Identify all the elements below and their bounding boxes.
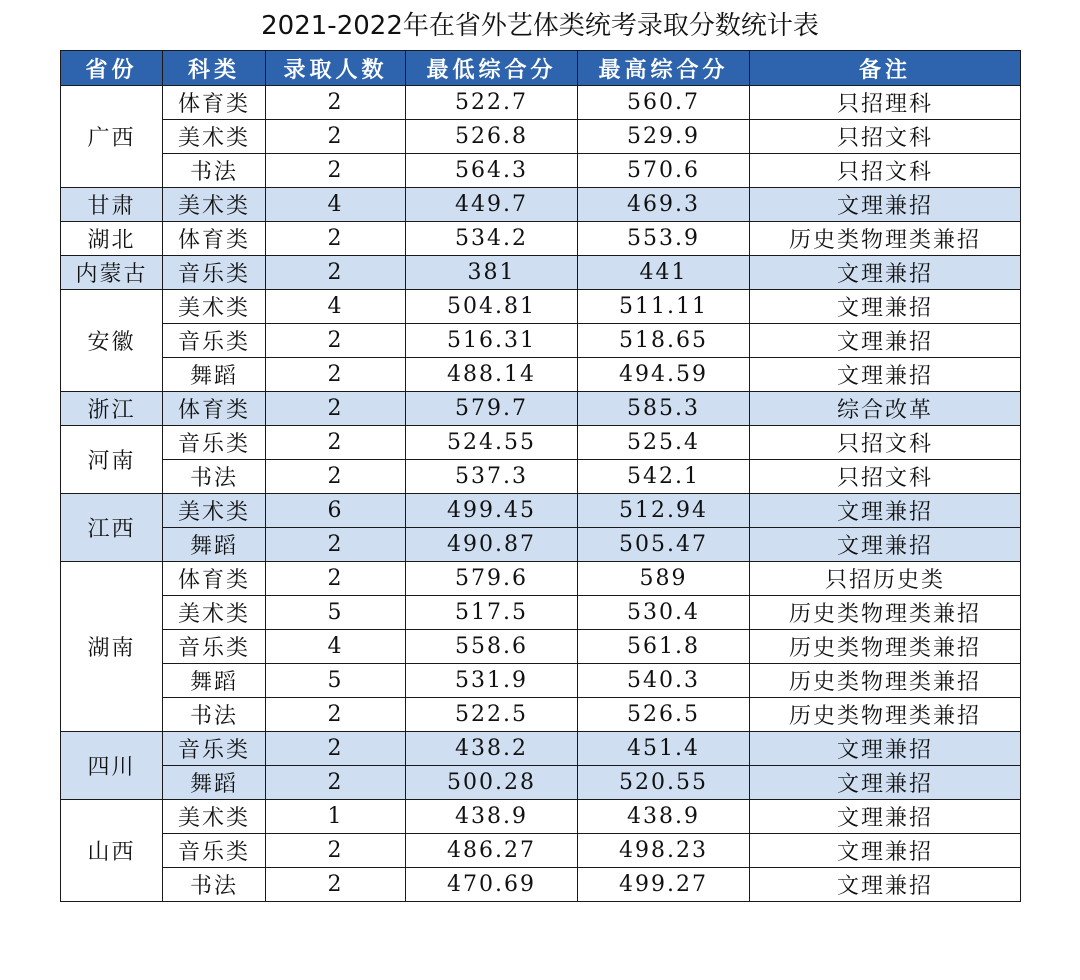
note-cell: 文理兼招 bbox=[750, 290, 1021, 324]
note-cell: 文理兼招 bbox=[750, 324, 1021, 358]
min-score-cell: 579.6 bbox=[406, 562, 578, 596]
max-score-cell: 438.9 bbox=[578, 800, 750, 834]
admitted-cell: 2 bbox=[266, 426, 406, 460]
header-note: 备注 bbox=[750, 51, 1021, 86]
note-cell: 文理兼招 bbox=[750, 868, 1021, 902]
min-score-cell: 522.7 bbox=[406, 86, 578, 120]
province-cell: 浙江 bbox=[61, 392, 163, 426]
category-cell: 美术类 bbox=[163, 494, 266, 528]
min-score-cell: 526.8 bbox=[406, 120, 578, 154]
header-max-score: 最高综合分 bbox=[578, 51, 750, 86]
table-row bbox=[61, 698, 1021, 732]
province-cell: 安徽 bbox=[61, 290, 163, 392]
max-score-cell: 553.9 bbox=[578, 222, 750, 256]
province-cell: 湖北 bbox=[61, 222, 163, 256]
category-cell: 书法 bbox=[163, 154, 266, 188]
category-cell: 美术类 bbox=[163, 188, 266, 222]
admitted-cell: 2 bbox=[266, 732, 406, 766]
max-score-cell: 494.59 bbox=[578, 358, 750, 392]
admitted-cell: 2 bbox=[266, 154, 406, 188]
table-row bbox=[61, 154, 1021, 188]
max-score-cell: 520.55 bbox=[578, 766, 750, 800]
max-score-cell: 542.1 bbox=[578, 460, 750, 494]
admitted-cell: 5 bbox=[266, 664, 406, 698]
province-cell: 内蒙古 bbox=[61, 256, 163, 290]
note-cell: 只招文科 bbox=[750, 154, 1021, 188]
header-row bbox=[61, 51, 1021, 86]
category-cell: 音乐类 bbox=[163, 426, 266, 460]
admitted-cell: 2 bbox=[266, 528, 406, 562]
admitted-cell: 4 bbox=[266, 188, 406, 222]
category-cell: 音乐类 bbox=[163, 324, 266, 358]
admitted-cell: 2 bbox=[266, 834, 406, 868]
admitted-cell: 2 bbox=[266, 562, 406, 596]
category-cell: 美术类 bbox=[163, 290, 266, 324]
province-cell: 湖南 bbox=[61, 562, 163, 732]
admitted-cell: 2 bbox=[266, 766, 406, 800]
max-score-cell: 518.65 bbox=[578, 324, 750, 358]
table-row bbox=[61, 324, 1021, 358]
category-cell: 美术类 bbox=[163, 800, 266, 834]
category-cell: 音乐类 bbox=[163, 256, 266, 290]
note-cell: 文理兼招 bbox=[750, 766, 1021, 800]
note-cell: 只招文科 bbox=[750, 460, 1021, 494]
admitted-cell: 4 bbox=[266, 290, 406, 324]
category-cell: 体育类 bbox=[163, 392, 266, 426]
max-score-cell: 589 bbox=[578, 562, 750, 596]
note-cell: 文理兼招 bbox=[750, 800, 1021, 834]
score-table bbox=[60, 50, 1021, 902]
admitted-cell: 2 bbox=[266, 86, 406, 120]
table-row bbox=[61, 256, 1021, 290]
table-row bbox=[61, 732, 1021, 766]
min-score-cell: 531.9 bbox=[406, 664, 578, 698]
admitted-cell: 2 bbox=[266, 392, 406, 426]
category-cell: 舞蹈 bbox=[163, 766, 266, 800]
admitted-cell: 2 bbox=[266, 868, 406, 902]
max-score-cell: 561.8 bbox=[578, 630, 750, 664]
min-score-cell: 517.5 bbox=[406, 596, 578, 630]
note-cell: 历史类物理类兼招 bbox=[750, 222, 1021, 256]
category-cell: 舞蹈 bbox=[163, 358, 266, 392]
admitted-cell: 2 bbox=[266, 120, 406, 154]
note-cell: 文理兼招 bbox=[750, 834, 1021, 868]
header-province: 省份 bbox=[61, 51, 163, 86]
min-score-cell: 524.55 bbox=[406, 426, 578, 460]
min-score-cell: 558.6 bbox=[406, 630, 578, 664]
province-cell: 甘肃 bbox=[61, 188, 163, 222]
note-cell: 只招文科 bbox=[750, 426, 1021, 460]
category-cell: 音乐类 bbox=[163, 732, 266, 766]
province-cell: 河南 bbox=[61, 426, 163, 494]
province-cell: 江西 bbox=[61, 494, 163, 562]
min-score-cell: 438.2 bbox=[406, 732, 578, 766]
table-body bbox=[61, 86, 1021, 902]
table-row bbox=[61, 494, 1021, 528]
category-cell: 美术类 bbox=[163, 596, 266, 630]
note-cell: 历史类物理类兼招 bbox=[750, 596, 1021, 630]
category-cell: 舞蹈 bbox=[163, 664, 266, 698]
admitted-cell: 5 bbox=[266, 596, 406, 630]
category-cell: 舞蹈 bbox=[163, 528, 266, 562]
min-score-cell: 564.3 bbox=[406, 154, 578, 188]
note-cell: 历史类物理类兼招 bbox=[750, 698, 1021, 732]
max-score-cell: 570.6 bbox=[578, 154, 750, 188]
category-cell: 体育类 bbox=[163, 222, 266, 256]
admitted-cell: 2 bbox=[266, 460, 406, 494]
category-cell: 书法 bbox=[163, 460, 266, 494]
min-score-cell: 516.31 bbox=[406, 324, 578, 358]
min-score-cell: 579.7 bbox=[406, 392, 578, 426]
min-score-cell: 500.28 bbox=[406, 766, 578, 800]
category-cell: 音乐类 bbox=[163, 630, 266, 664]
table-row bbox=[61, 188, 1021, 222]
note-cell: 文理兼招 bbox=[750, 358, 1021, 392]
table-row bbox=[61, 290, 1021, 324]
table-row bbox=[61, 562, 1021, 596]
min-score-cell: 381 bbox=[406, 256, 578, 290]
table-row bbox=[61, 120, 1021, 154]
min-score-cell: 449.7 bbox=[406, 188, 578, 222]
max-score-cell: 498.23 bbox=[578, 834, 750, 868]
province-cell: 广西 bbox=[61, 86, 163, 188]
province-cell: 四川 bbox=[61, 732, 163, 800]
table-row bbox=[61, 460, 1021, 494]
table-row bbox=[61, 800, 1021, 834]
table-title: 2021-2022年在省外艺体类统考录取分数统计表 bbox=[261, 11, 819, 41]
admitted-cell: 2 bbox=[266, 324, 406, 358]
note-cell: 文理兼招 bbox=[750, 188, 1021, 222]
table-row bbox=[61, 86, 1021, 120]
min-score-cell: 486.27 bbox=[406, 834, 578, 868]
max-score-cell: 512.94 bbox=[578, 494, 750, 528]
max-score-cell: 526.5 bbox=[578, 698, 750, 732]
min-score-cell: 522.5 bbox=[406, 698, 578, 732]
category-cell: 书法 bbox=[163, 698, 266, 732]
note-cell: 只招理科 bbox=[750, 86, 1021, 120]
category-cell: 美术类 bbox=[163, 120, 266, 154]
header-category: 科类 bbox=[163, 51, 266, 86]
table-row bbox=[61, 664, 1021, 698]
max-score-cell: 525.4 bbox=[578, 426, 750, 460]
min-score-cell: 438.9 bbox=[406, 800, 578, 834]
note-cell: 文理兼招 bbox=[750, 256, 1021, 290]
header-admitted: 录取人数 bbox=[266, 51, 406, 86]
min-score-cell: 534.2 bbox=[406, 222, 578, 256]
max-score-cell: 540.3 bbox=[578, 664, 750, 698]
min-score-cell: 488.14 bbox=[406, 358, 578, 392]
min-score-cell: 537.3 bbox=[406, 460, 578, 494]
table-row bbox=[61, 358, 1021, 392]
admitted-cell: 1 bbox=[266, 800, 406, 834]
category-cell: 体育类 bbox=[163, 86, 266, 120]
table-row bbox=[61, 596, 1021, 630]
min-score-cell: 490.87 bbox=[406, 528, 578, 562]
province-cell: 山西 bbox=[61, 800, 163, 902]
category-cell: 书法 bbox=[163, 868, 266, 902]
table-row bbox=[61, 426, 1021, 460]
note-cell: 历史类物理类兼招 bbox=[750, 630, 1021, 664]
min-score-cell: 504.81 bbox=[406, 290, 578, 324]
max-score-cell: 511.11 bbox=[578, 290, 750, 324]
admitted-cell: 6 bbox=[266, 494, 406, 528]
table-row bbox=[61, 766, 1021, 800]
max-score-cell: 469.3 bbox=[578, 188, 750, 222]
note-cell: 只招文科 bbox=[750, 120, 1021, 154]
admitted-cell: 4 bbox=[266, 630, 406, 664]
max-score-cell: 441 bbox=[578, 256, 750, 290]
table-row bbox=[61, 528, 1021, 562]
max-score-cell: 585.3 bbox=[578, 392, 750, 426]
max-score-cell: 530.4 bbox=[578, 596, 750, 630]
note-cell: 只招历史类 bbox=[750, 562, 1021, 596]
max-score-cell: 560.7 bbox=[578, 86, 750, 120]
max-score-cell: 451.4 bbox=[578, 732, 750, 766]
table-row bbox=[61, 834, 1021, 868]
table-row bbox=[61, 222, 1021, 256]
note-cell: 历史类物理类兼招 bbox=[750, 664, 1021, 698]
note-cell: 文理兼招 bbox=[750, 528, 1021, 562]
note-cell: 文理兼招 bbox=[750, 494, 1021, 528]
min-score-cell: 499.45 bbox=[406, 494, 578, 528]
note-cell: 综合改革 bbox=[750, 392, 1021, 426]
table-row bbox=[61, 630, 1021, 664]
category-cell: 体育类 bbox=[163, 562, 266, 596]
max-score-cell: 505.47 bbox=[578, 528, 750, 562]
table-row bbox=[61, 392, 1021, 426]
table-row bbox=[61, 868, 1021, 902]
note-cell: 文理兼招 bbox=[750, 732, 1021, 766]
admitted-cell: 2 bbox=[266, 222, 406, 256]
admitted-cell: 2 bbox=[266, 256, 406, 290]
max-score-cell: 529.9 bbox=[578, 120, 750, 154]
max-score-cell: 499.27 bbox=[578, 868, 750, 902]
category-cell: 音乐类 bbox=[163, 834, 266, 868]
admitted-cell: 2 bbox=[266, 698, 406, 732]
header-min-score: 最低综合分 bbox=[406, 51, 578, 86]
admitted-cell: 2 bbox=[266, 358, 406, 392]
min-score-cell: 470.69 bbox=[406, 868, 578, 902]
